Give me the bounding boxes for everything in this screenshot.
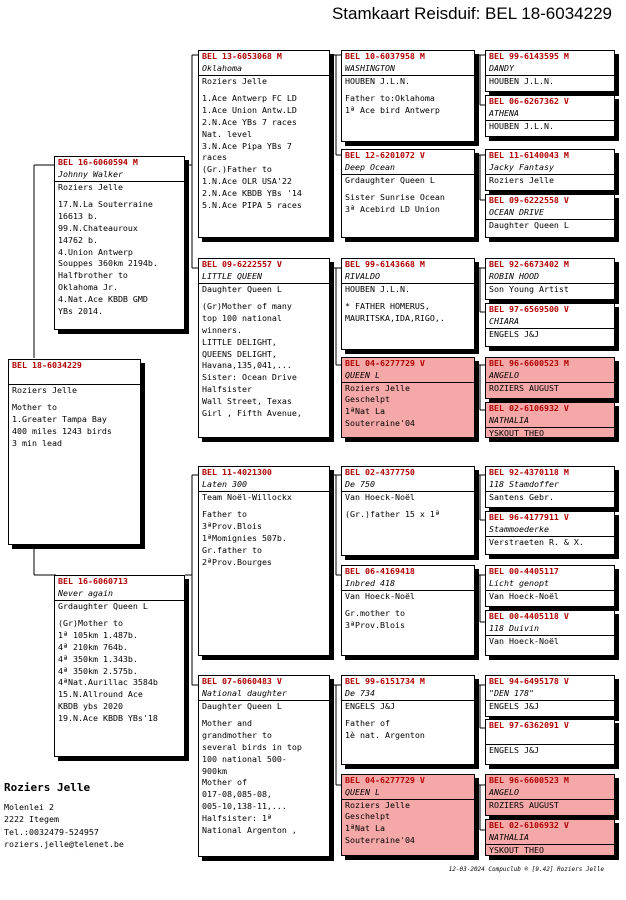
owner-label: Roziers Jelle	[12, 384, 77, 395]
gg-grandparent-card[interactable]	[485, 50, 615, 92]
ring-number: BEL 99-6151734 M	[345, 676, 425, 686]
owner-label: ENGELS J&J	[345, 700, 395, 711]
pigeon-name	[486, 732, 614, 744]
pigeon-notes: Father to 3ªProv.Blois 1ªMomignies 507b. Gr.father to 2ªProv.Bourges	[202, 509, 287, 567]
pigeon-name: NATHALIA	[489, 414, 529, 425]
pigeon-name: RIVALDO	[345, 270, 380, 281]
great-grandparent-card[interactable]	[341, 466, 475, 556]
pigeon-name: WASHINGTON	[345, 62, 395, 73]
owner-label: YSKOUT THEO	[486, 844, 614, 856]
owner-label: HOUBEN J.L.N.	[345, 283, 410, 294]
gg-grandparent-card[interactable]	[485, 357, 615, 399]
owner-label: Roziers Jelle	[202, 75, 267, 86]
pigeon-name: Jacky Fantasy	[489, 161, 554, 172]
owner-label: ENGELS J&J	[486, 700, 614, 713]
owner-label: Van Hoeck-Noël	[486, 635, 614, 648]
ring-number: BEL 13-6053068 M	[202, 51, 282, 61]
pigeon-name: DANDY	[489, 62, 514, 73]
pigeon-name: National daughter	[202, 687, 287, 698]
gg-grandparent-card[interactable]	[485, 149, 615, 191]
owner-label: Son Young Artist	[486, 283, 614, 296]
owner-label: ENGELS J&J	[486, 744, 614, 757]
paternal-grandfather-card[interactable]	[198, 50, 330, 238]
pigeon-name: ANGELO	[489, 786, 519, 797]
pigeon-name: Laten 300	[202, 478, 247, 489]
owner-label: ENGELS J&J	[486, 328, 614, 341]
ring-number: BEL 02-4377750	[345, 467, 415, 477]
gg-grandparent-card[interactable]	[485, 719, 615, 765]
ring-number: BEL 02-6106932 V	[489, 820, 569, 830]
ring-number: BEL 97-6362091 V	[489, 720, 569, 730]
pigeon-name: 118 Duivin	[489, 622, 539, 633]
footer-credit: 12-03-2024 Compuclub ® [9.42] Roziers Jelle	[448, 866, 604, 873]
great-grandparent-card[interactable]	[341, 565, 475, 656]
pigeon-notes: Geschelpt 1ªNat La Souterraine'04	[345, 811, 415, 845]
ring-number: BEL 96-4177911 V	[489, 512, 569, 522]
gg-grandparent-card[interactable]	[485, 402, 615, 438]
owner-label: HOUBEN J.L.N.	[345, 75, 410, 86]
pigeon-name: Stammoederke	[489, 523, 549, 534]
pigeon-notes: (Gr)Mother to 1ª 105km 1.487b. 4ª 210km 764b. 4ª 350km 1.343b. 4ª 350km 2.575b. 4ªNat.Aurillac 3584b 15.N.Allround Ace KBDB ybs 2020 19.N.Ace KBDB YBs'18	[58, 618, 158, 723]
pigeon-name: De 734	[345, 687, 375, 698]
great-grandparent-card[interactable]	[341, 50, 475, 142]
pigeon-notes: Sister Sunrise Ocean 3ª Acebird LD Union	[345, 192, 445, 215]
ring-number: BEL 92-6673402 M	[489, 259, 569, 269]
father-card[interactable]	[54, 156, 185, 330]
owner-label: Daughter Queen L	[486, 219, 614, 232]
pigeon-name: 118 Stamdoffer	[489, 478, 559, 489]
pigeon-notes: Father to:Oklahoma 1ª Ace bird Antwerp	[345, 93, 440, 116]
pigeon-name: ATHENA	[489, 107, 519, 118]
owner-label: Santens Gebr.	[486, 491, 614, 504]
owner-label: Van Hoeck-Noël	[345, 491, 415, 502]
ring-number: BEL 16-6060594 M	[58, 157, 138, 167]
gg-grandparent-card[interactable]	[485, 466, 615, 508]
owner-label: HOUBEN J.L.N.	[486, 75, 614, 88]
ring-number: BEL 99-6143668 M	[345, 259, 425, 269]
pigeon-name: Deep Ocean	[345, 161, 395, 172]
great-grandparent-card[interactable]	[341, 149, 475, 238]
pigeon-name: QUEEN L	[345, 786, 380, 797]
pigeon-notes: 17.N.La Souterraine 16613 b. 99.N.Chateauroux 14762 b. 4.Union Antwerp Souppes 360km 2194b. Halfbrother to Oklahoma Jr. 4.Nat.Ace KBDB GMD YBs 2014.	[58, 199, 158, 316]
owner-label: Grdaughter Queen L	[345, 174, 435, 185]
owner-label: Roziers Jelle	[58, 181, 123, 192]
pigeon-name: OCEAN DRIVE	[489, 206, 544, 217]
breeder-name: Roziers Jelle	[4, 781, 91, 794]
owner-label: YSKOUT THEO	[486, 427, 614, 438]
pigeon-name: ROBIN HOOD	[489, 270, 539, 281]
owner-label: Daughter Queen L	[202, 700, 282, 711]
gg-grandparent-card[interactable]	[485, 610, 615, 656]
pigeon-notes: Mother and grandmother to several birds in top 100 national 500- 900km Mother of 017-08,085-08, 005-10,138-11,... Halfsister: 1ª National Argenton ,	[202, 718, 302, 835]
owner-label: ROZIERS AUGUST	[486, 799, 614, 812]
gg-grandparent-card[interactable]	[485, 511, 615, 555]
owner-label: Roziers Jelle	[345, 382, 410, 393]
pigeon-name: Johnny Walker	[58, 168, 123, 179]
breeder-phone: Tel.:0032479-524957	[4, 826, 99, 837]
pigeon-notes: 1.Ace Antwerp FC LD 1.Ace Union Antw.LD 2.N.Ace YBs 7 races Nat. level 3.N.Ace Pipa YBs 7 races (Gr.)Father to 1.N.Ace OLR USA'22 2.N.Ace KBDB YBs '14 5.N.Ace PIPA 5 races	[202, 93, 302, 210]
pigeon-notes: (Gr)Mother of many top 100 national winners. LITTLE DELIGHT, QUEENS DELIGHT, Havana,135,041,... Sister: Ocean Drive Halfsister Wall Street, Texas Girl , Fifth Avenue,	[202, 301, 302, 418]
ring-number: BEL 92-4370118 M	[489, 467, 569, 477]
ring-number: BEL 00-4405117	[489, 566, 559, 576]
owner-label: Team Noël-Willockx	[202, 491, 292, 502]
ring-number: BEL 97-6569500 V	[489, 304, 569, 314]
ring-number: BEL 06-4169418	[345, 566, 415, 576]
ring-number: BEL 04-6277729 V	[345, 775, 425, 785]
ring-number: BEL 09-6222557 V	[202, 259, 282, 269]
ring-number: BEL 99-6143595 M	[489, 51, 569, 61]
ring-number: BEL 11-4021300	[202, 467, 272, 477]
ring-number: BEL 16-6060713	[58, 576, 128, 586]
great-grandparent-card[interactable]	[341, 258, 475, 350]
pigeon-name	[9, 372, 140, 384]
ring-number: BEL 10-6037958 M	[345, 51, 425, 61]
maternal-grandmother-card[interactable]	[198, 675, 330, 857]
ring-number: BEL 18-6034229	[12, 360, 82, 370]
gg-grandparent-card[interactable]	[485, 303, 615, 347]
owner-label: Van Hoeck-Noël	[345, 590, 415, 601]
owner-label: HOUBEN J.L.N.	[486, 120, 614, 133]
breeder-city: 2222 Itegem	[4, 814, 59, 824]
pigeon-notes: Father of 1è nat. Argenton	[345, 718, 425, 741]
ring-number: BEL 00-4405118 V	[489, 611, 569, 621]
breeder-info	[4, 782, 124, 851]
pigeon-notes: * FATHER HOMERUS, MAURITSKA,IDA,RIGO,.	[345, 301, 445, 324]
ring-number: BEL 12-6201072 V	[345, 150, 425, 160]
great-grandparent-card[interactable]	[341, 774, 475, 856]
pigeon-name: Never again	[58, 587, 113, 598]
paternal-grandmother-card[interactable]	[198, 258, 330, 438]
page-title: Stamkaart Reisduif: BEL 18-6034229	[331, 4, 612, 23]
maternal-grandfather-card[interactable]	[198, 466, 330, 656]
ring-number: BEL 96-6600523 M	[489, 775, 569, 785]
owner-label: ROZIERS AUGUST	[486, 382, 614, 395]
gg-grandparent-card[interactable]	[485, 774, 615, 816]
pigeon-notes: Geschelpt 1ªNat La Souterraine'04	[345, 394, 415, 428]
gg-grandparent-card[interactable]	[485, 194, 615, 238]
ring-number: BEL 07-6060483 V	[202, 676, 282, 686]
gg-grandparent-card[interactable]	[485, 819, 615, 856]
pigeon-name: CHIARA	[489, 315, 519, 326]
owner-label: Roziers Jelle	[345, 799, 410, 810]
breeder-email: roziers.jelle@telenet.be	[4, 839, 124, 849]
ring-number: BEL 06-6267362 V	[489, 96, 569, 106]
pigeon-name: Licht genopt	[489, 577, 549, 588]
ring-number: BEL 02-6106932 V	[489, 403, 569, 413]
pigeon-name: NATHALIA	[489, 831, 529, 842]
pigeon-name: LITTLE QUEEN	[202, 270, 262, 281]
pigeon-name: QUEEN L	[345, 369, 380, 380]
gg-grandparent-card[interactable]	[485, 565, 615, 607]
gg-grandparent-card[interactable]	[485, 95, 615, 137]
great-grandparent-card[interactable]	[341, 675, 475, 765]
pigeon-name: ANGELO	[489, 369, 519, 380]
pigeon-name: Inbred 418	[345, 577, 395, 588]
pigeon-notes: (Gr.)father 15 x 1ª	[345, 509, 440, 520]
mother-card[interactable]	[54, 575, 185, 757]
owner-label: Roziers Jelle	[486, 174, 614, 187]
owner-label: Verstraeten R. & X.	[486, 536, 614, 549]
ring-number: BEL 11-6140043 M	[489, 150, 569, 160]
ring-number: BEL 96-6600523 M	[489, 358, 569, 368]
pigeon-name: De 750	[345, 478, 375, 489]
gg-grandparent-card[interactable]	[485, 675, 615, 717]
subject-card[interactable]	[8, 359, 141, 545]
pigeon-notes: Gr.mother to 3ªProv.Blois	[345, 608, 405, 631]
ring-number: BEL 09-6222558 V	[489, 195, 569, 205]
ring-number: BEL 04-6277729 V	[345, 358, 425, 368]
owner-label: Daughter Queen L	[202, 283, 282, 294]
great-grandparent-card[interactable]	[341, 357, 475, 438]
ring-number: BEL 94-6495178 V	[489, 676, 569, 686]
pigeon-name: "DEN 178"	[489, 687, 534, 698]
breeder-street: Molenlei 2	[4, 801, 54, 812]
owner-label: Grdaughter Queen L	[58, 600, 148, 611]
pigeon-name: Oklahoma	[202, 62, 242, 73]
gg-grandparent-card[interactable]	[485, 258, 615, 300]
pigeon-notes: Mother to 1.Greater Tampa Bay 400 miles 1243 birds 3 min lead	[12, 402, 112, 448]
owner-label: Van Hoeck-Noël	[486, 590, 614, 603]
